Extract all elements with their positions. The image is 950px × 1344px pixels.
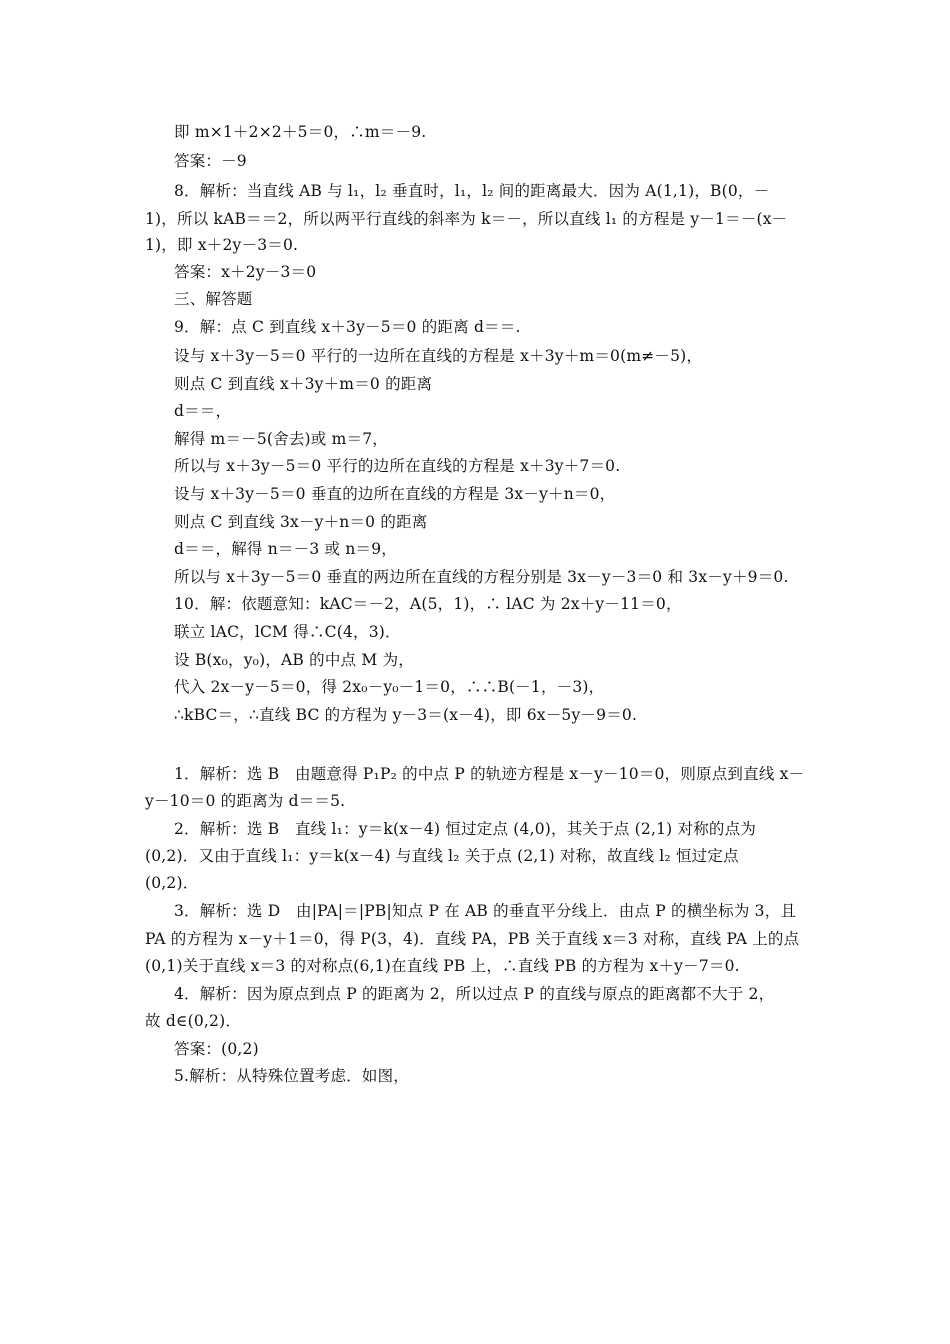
text-line: 1)，所以 kAB＝＝2，所以两平行直线的斜率为 k＝－，所以直线 l₁ 的方程是 y－1＝－(x－ [145,210,788,228]
text-line: 设 B(x₀，y₀)，AB 的中点 M 为， [174,651,414,669]
text-line: 故 d∈(0,2)． [145,1012,242,1030]
section-heading: 三、解答题 [174,290,253,308]
text-line: (0,2)． [145,874,199,892]
text-line: 9．解：点 C 到直线 x＋3y－5＝0 的距离 d＝＝. [174,318,521,336]
text-line: 1)，即 x＋2y－3＝0. [145,236,299,254]
text-line: 解得 m＝－5(舍去)或 m＝7， [174,430,388,448]
text-line: 4．解析：因为原点到点 P 的距离为 2，所以过点 P 的直线与原点的距离都不大于 2， [174,985,775,1003]
text-line: 答案：x＋2y－3＝0 [174,263,317,281]
text-line: d＝＝，解得 n＝－3 或 n＝9， [174,540,397,558]
text-line: 设与 x＋3y－5＝0 垂直的边所在直线的方程是 3x－y＋n＝0， [174,485,616,503]
text-line: 所以与 x＋3y－5＝0 平行的边所在直线的方程是 x＋3y＋7＝0. [174,457,621,475]
text-line: 答案：(0,2) [174,1040,259,1058]
text-line: 3．解析：选 D 由|PA|＝|PB|知点 P 在 AB 的垂直平分线上．由点 P 的横坐标为 3，且 [174,902,797,920]
text-line: 8．解析：当直线 AB 与 l₁，l₂ 垂直时，l₁，l₂ 间的距离最大．因为 A(1,1)，B(0，－ [174,182,770,200]
text-line: d＝＝， [174,402,232,420]
text-line: y－10＝0 的距离为 d＝＝5. [145,792,346,810]
text-line: 设与 x＋3y－5＝0 平行的一边所在直线的方程是 x＋3y＋m＝0(m≠－5)， [174,347,703,365]
text-line: (0,1)关于直线 x＝3 的对称点(6,1)在直线 PB 上，∴直线 PB 的方程为 x＋y－7＝0. [145,957,740,975]
text-line: PA 的方程为 x－y＋1＝0，得 P(3，4)．直线 PA，PB 关于直线 x＝3 对称，直线 PA 上的点 [145,930,800,948]
text-line: 则点 C 到直线 3x－y＋n＝0 的距离 [174,513,428,531]
text-line: 联立 lAC，lCM 得∴C(4，3)． [174,623,401,641]
text-line: 5.解析：从特殊位置考虑．如图， [174,1067,409,1085]
text-line: 1．解析：选 B 由题意得 P₁P₂ 的中点 P 的轨迹方程是 x－y－10＝0，则原点到直线 x－ [174,765,805,783]
text-line: 则点 C 到直线 x＋3y＋m＝0 的距离 [174,375,433,393]
text-line: 2．解析：选 B 直线 l₁：y＝k(x－4) 恒过定点 (4,0)，其关于点 (2,1) 对称的点为 [174,820,757,838]
text-line: ∴kBC＝，∴直线 BC 的方程为 y－3＝(x－4)，即 6x－5y－9＝0. [174,706,638,724]
text-line: (0,2)．又由于直线 l₁：y＝k(x－4) 与直线 l₂ 关于点 (2,1) 对称，故直线 l₂ 恒过定点 [145,847,739,865]
text-line: 10．解：依题意知：kAC＝－2，A(5，1)，∴ lAC 为 2x＋y－11＝0， [174,595,682,613]
text-line: 即 m×1＋2×2＋5＝0，∴m＝－9. [174,123,427,141]
text-line: 代入 2x－y－5＝0，得 2x₀－y₀－1＝0，∴∴B(－1，－3)， [174,678,605,696]
text-line: 所以与 x＋3y－5＝0 垂直的两边所在直线的方程分别是 3x－y－3＝0 和 3x－y＋9＝0. [174,568,789,586]
text-line: 答案：－9 [174,152,247,170]
